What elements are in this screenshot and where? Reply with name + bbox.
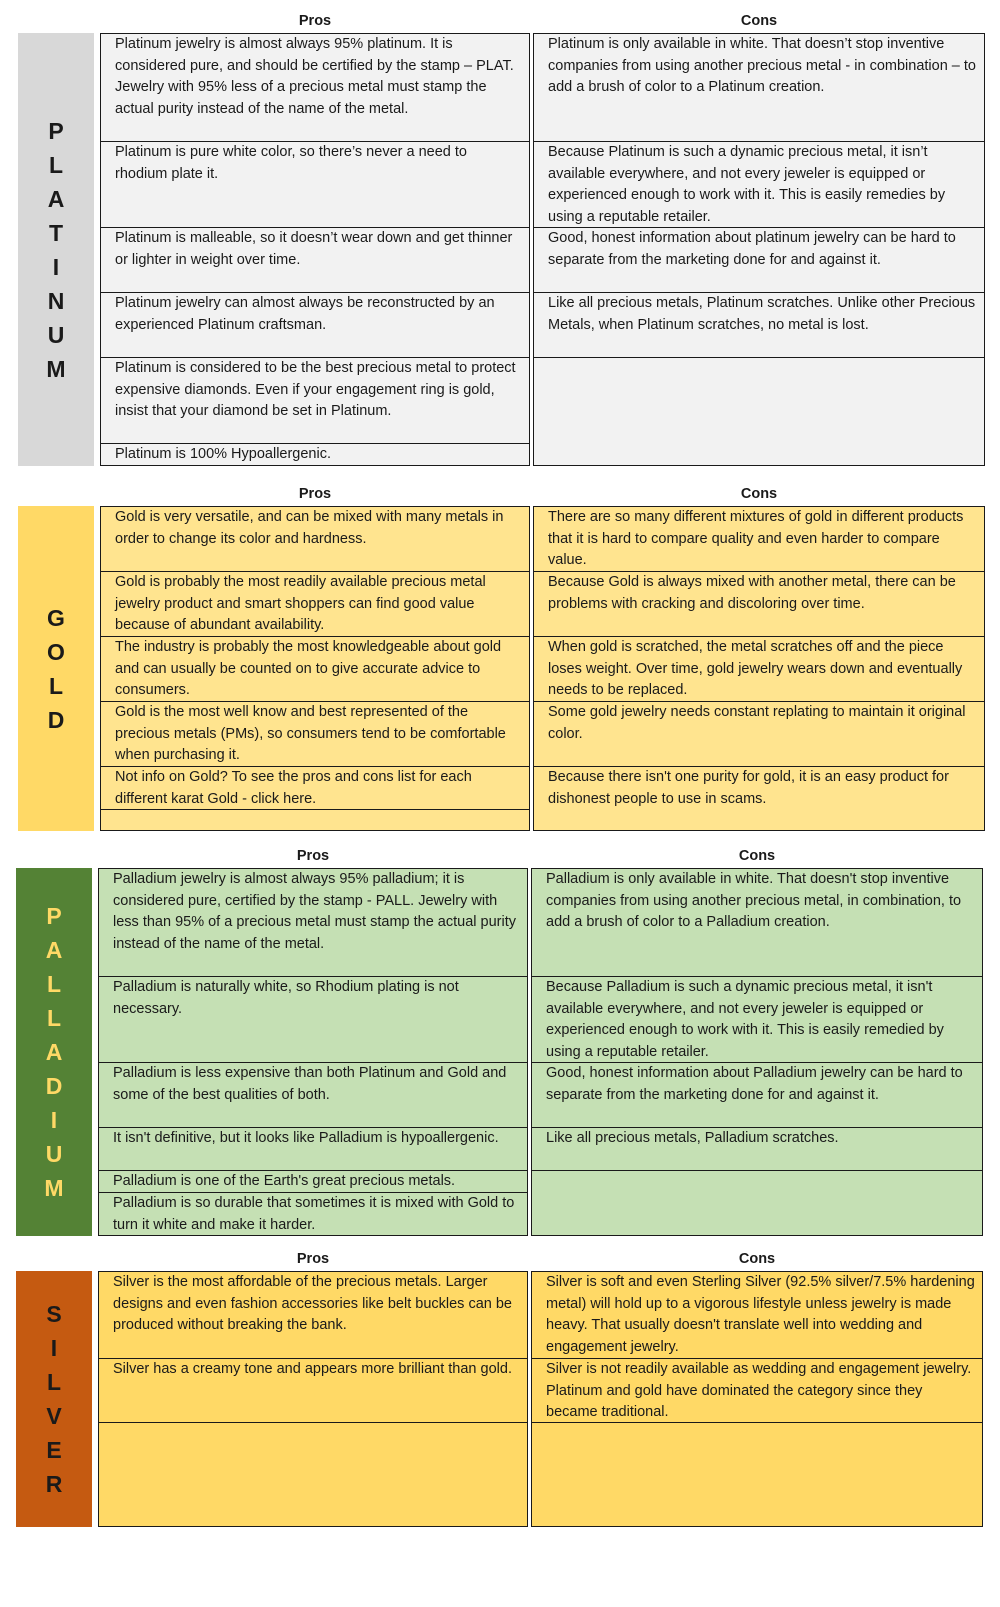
- gold-con-cell: Because Gold is always mixed with another metal, there can be problems with cracking and discoloring over time.: [534, 572, 984, 637]
- platinum-cons-column: [533, 33, 985, 466]
- side-letter: I: [50, 1107, 58, 1133]
- side-letter: D: [45, 1073, 63, 1099]
- platinum-pro-cell: Platinum is 100% Hypoallergenic.: [115, 446, 331, 462]
- gold-pros-column: [100, 506, 530, 831]
- gold-pros-header: Pros: [298, 486, 332, 502]
- palladium-pro-cell: Palladium is naturally white, so Rhodium plating is not necessary.: [99, 977, 527, 1063]
- palladium-pros-column: [98, 868, 528, 1236]
- gold-pro-cell: Gold is the most well know and best represented of the precious metals (PMs), so consumers tend to be comfortable when purchasing it.: [101, 702, 529, 767]
- silver-pro-cell: Silver has a creamy tone and appears more brilliant than gold.: [99, 1359, 527, 1423]
- side-letter: O: [47, 638, 65, 665]
- side-letter: P: [48, 117, 64, 144]
- side-letter: M: [44, 1175, 64, 1201]
- palladium-cons-header: Cons: [738, 848, 776, 864]
- side-letter: P: [46, 903, 62, 929]
- platinum-pro-cell: Platinum is malleable, so it doesn’t wear down and get thinner or lighter in weight over time.: [101, 228, 529, 293]
- palladium-cons-column: [531, 868, 983, 1236]
- palladium-pro-cell: Palladium is so durable that sometimes it is mixed with Gold to turn it white and make it harder.: [113, 1195, 515, 1233]
- palladium-pro-cell: Palladium is less expensive than both Platinum and Gold and some of the best qualities of both.: [99, 1063, 527, 1128]
- palladium-con-cell: [532, 1171, 982, 1236]
- platinum-cons-header: Cons: [740, 13, 778, 29]
- silver-pro-cell: [99, 1423, 527, 1527]
- side-letter: S: [46, 1301, 62, 1327]
- gold-side-label: [18, 506, 94, 831]
- side-letter: R: [45, 1471, 63, 1497]
- side-letter: N: [47, 287, 65, 314]
- side-letter: A: [47, 185, 65, 212]
- palladium-side-label: [16, 868, 92, 1236]
- platinum-con-cell: Platinum is only available in white. That doesn’t stop inventive companies from using another precious metal - in combination – to add a brush of color to a Platinum creation.: [534, 34, 984, 142]
- silver-con-cell: [532, 1423, 982, 1527]
- gold-con-cell: Some gold jewelry needs constant replating to maintain it original color.: [534, 702, 984, 767]
- side-letter: L: [48, 151, 64, 178]
- side-letter: L: [46, 1005, 62, 1031]
- gold-pro-cell: [101, 810, 529, 831]
- silver-pro-cell: Silver is the most affordable of the precious metals. Larger designs and even fashion accessories like belt buckles can be produced without breaking the bank.: [99, 1272, 527, 1359]
- platinum-pro-cell: Platinum is considered to be the best precious metal to protect expensive diamonds. Even if your engagement ring is gold, insist that your diamond be set in Platinum.: [101, 358, 529, 444]
- side-letter: M: [46, 355, 66, 382]
- side-letter: L: [48, 672, 64, 699]
- platinum-side-label: [18, 33, 94, 466]
- silver-pros-column: [98, 1271, 528, 1527]
- palladium-pro-cell: Palladium jewelry is almost always 95% palladium; it is considered pure, certified by the stamp - PALL. Jewelry with less than 95% of a precious metal must stamp the actual purity instead of the name of the metal.: [99, 869, 527, 977]
- side-letter: L: [46, 971, 62, 997]
- palladium-con-cell: Palladium is only available in white. That doesn't stop inventive companies from using another precious metal, in combination, to add a brush of color to a Palladium creation.: [532, 869, 982, 977]
- side-letter: U: [45, 1141, 63, 1167]
- platinum-pros-column: [100, 33, 530, 466]
- side-letter: G: [47, 604, 65, 631]
- platinum-pro-cell: Platinum jewelry is almost always 95% platinum. It is considered pure, and should be certified by the stamp – PLAT. Jewelry with 95% less of a precious metal must stamp the actual purity instead of the name of the metal.: [101, 34, 529, 142]
- gold-cons-header: Cons: [740, 486, 778, 502]
- gold-pro-cell: Gold is probably the most readily available precious metal jewelry product and smart shoppers can find good value because of abundant availability.: [101, 572, 529, 637]
- side-letter: L: [46, 1369, 62, 1395]
- silver-pros-header: Pros: [296, 1251, 330, 1267]
- side-letter: T: [48, 219, 64, 246]
- platinum-con-cell: Good, honest information about platinum jewelry can be hard to separate from the marketing done for and against it.: [534, 228, 984, 293]
- palladium-pro-cell: It isn't definitive, but it looks like Palladium is hypoallergenic.: [99, 1128, 527, 1171]
- side-letter: I: [50, 1335, 58, 1361]
- palladium-con-cell: Like all precious metals, Palladium scratches.: [532, 1128, 982, 1171]
- side-letter: A: [45, 937, 63, 963]
- gold-pro-cell: Gold is very versatile, and can be mixed with many metals in order to change its color and hardness.: [101, 507, 529, 572]
- silver-cons-header: Cons: [738, 1251, 776, 1267]
- platinum-con-cell: [534, 358, 984, 466]
- palladium-pros-header: Pros: [296, 848, 330, 864]
- gold-con-cell: Because there isn't one purity for gold, it is an easy product for dishonest people to use in scams.: [548, 769, 949, 807]
- palladium-pro-cell: Palladium is one of the Earth's great precious metals.: [99, 1171, 527, 1193]
- gold-con-cell: When gold is scratched, the metal scratches off and the piece loses weight. Over time, gold jewelry wears down and eventually needs to be replaced.: [534, 637, 984, 702]
- palladium-con-cell: Good, honest information about Palladium jewelry can be hard to separate from the marketing done for and against it.: [532, 1063, 982, 1128]
- silver-side-label: [16, 1271, 92, 1527]
- platinum-pro-cell: Platinum is pure white color, so there’s never a need to rhodium plate it.: [101, 142, 529, 228]
- gold-con-cell: There are so many different mixtures of gold in different products that it is hard to compare quality and even harder to compare value.: [534, 507, 984, 572]
- silver-con-cell: Silver is soft and even Sterling Silver (92.5% silver/7.5% hardening metal) will hold up to a vigorous lifestyle unless jewelry is made heavy. That usually doesn't translate well into wedding and engagement jewelry.: [532, 1272, 982, 1359]
- gold-pro-cell: The industry is probably the most knowledgeable about gold and can usually be counted on to give accurate advice to consumers.: [101, 637, 529, 702]
- side-letter: I: [52, 253, 60, 280]
- platinum-con-cell: Because Platinum is such a dynamic precious metal, it isn’t available everywhere, and not every jeweler is equipped or experienced enough to work with it. This is easily remedies by using a reputable retailer.: [534, 142, 984, 228]
- palladium-con-cell: Because Palladium is such a dynamic precious metal, it isn't available everywhere, and not every jeweler is equipped or experienced enough to work with it. This is easily remedied by using a reputable retailer.: [532, 977, 982, 1063]
- gold-cons-column: [533, 506, 985, 831]
- side-letter: V: [46, 1403, 62, 1429]
- platinum-pros-header: Pros: [298, 13, 332, 29]
- silver-con-cell: Silver is not readily available as wedding and engagement jewelry. Platinum and gold have dominated the category since they became traditional.: [532, 1359, 982, 1423]
- gold-pro-cell: Not info on Gold? To see the pros and cons list for each different karat Gold - click here.: [101, 767, 529, 810]
- side-letter: D: [47, 706, 65, 733]
- side-letter: U: [47, 321, 65, 348]
- platinum-pro-cell: Platinum jewelry can almost always be reconstructed by an experienced Platinum craftsman.: [101, 293, 529, 358]
- silver-cons-column: [531, 1271, 983, 1527]
- side-letter: E: [46, 1437, 62, 1463]
- side-letter: A: [45, 1039, 63, 1065]
- platinum-con-cell: Like all precious metals, Platinum scratches. Unlike other Precious Metals, when Platinum scratches, no metal is lost.: [534, 293, 984, 358]
